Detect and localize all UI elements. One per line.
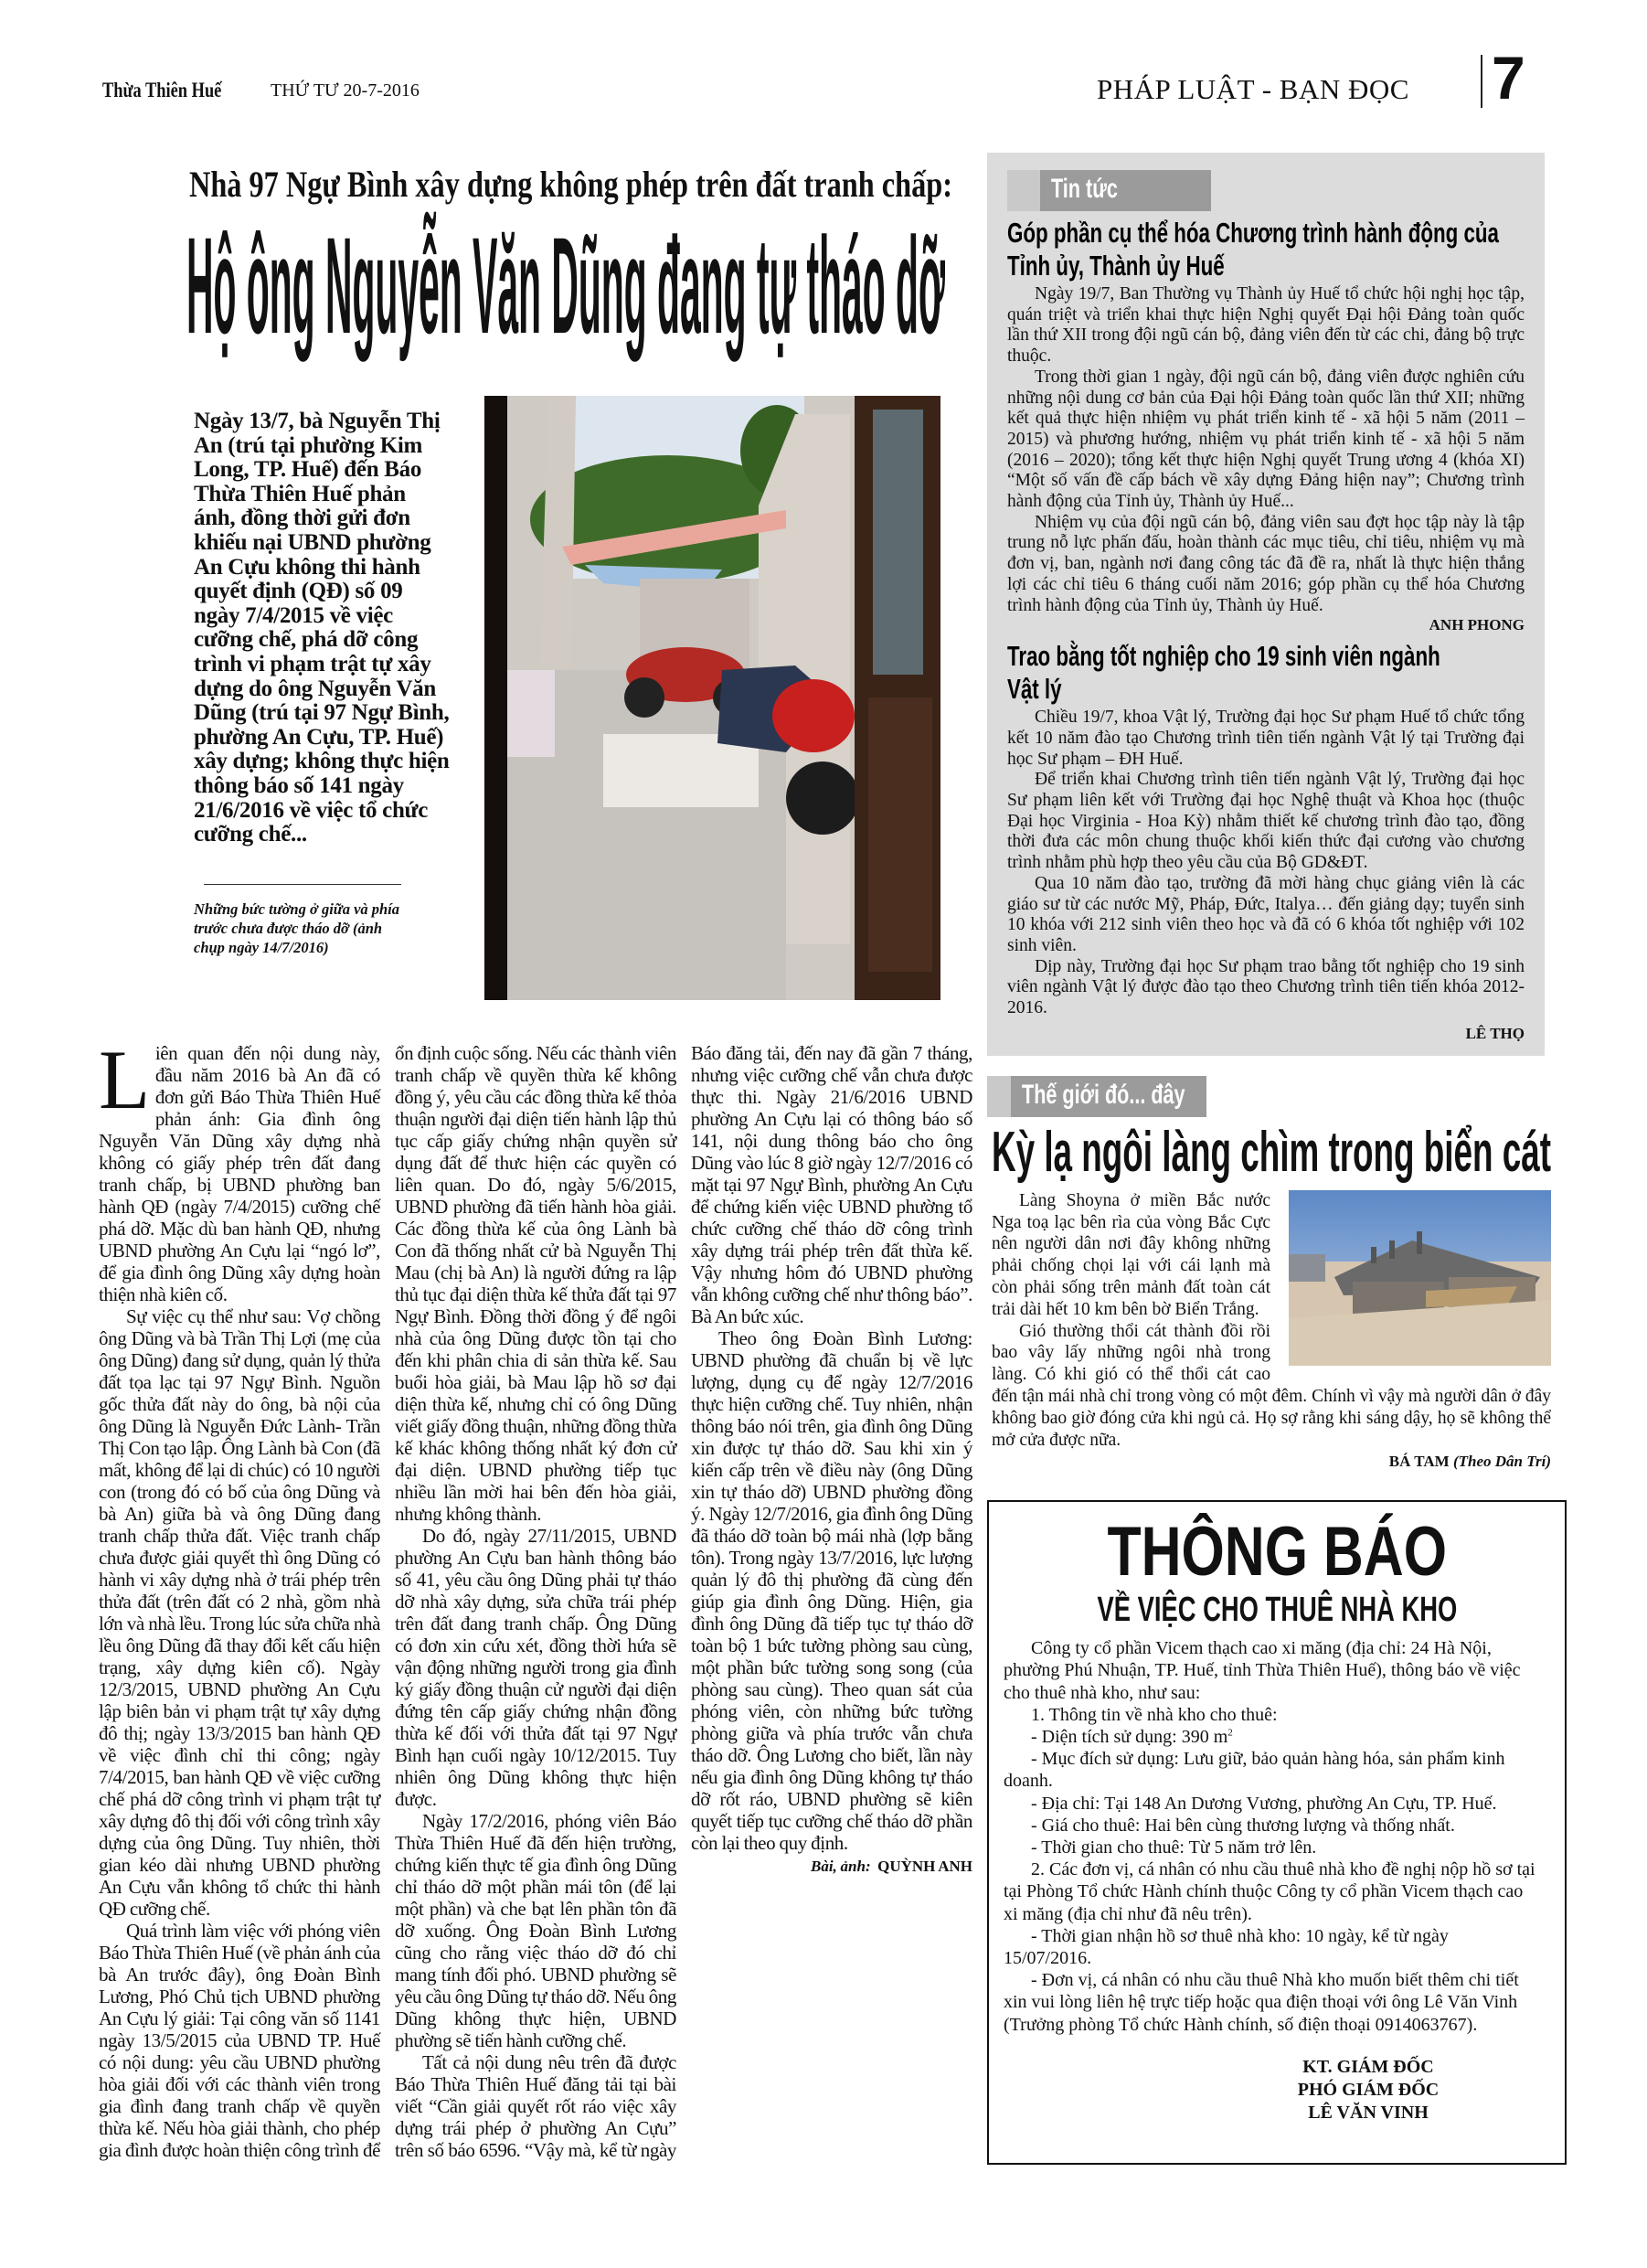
story2-title-text: Trao bằng tốt nghiệp cho 19 sinh viên ngành Vật lý xyxy=(1007,640,1440,706)
article-byline xyxy=(691,1856,972,1878)
notice-body xyxy=(1004,1637,1538,2036)
rental-notice xyxy=(987,1500,1567,2165)
notice-purpose: - Mục đích sử dụng: Lưu giữ, bảo quản hàng hóa, sản phẩm kinh doanh. xyxy=(1004,1749,1505,1792)
news-story2-title xyxy=(1007,640,1525,706)
story1-paragraph: Trong thời gian 1 ngày, đội ngũ cán bộ, đảng viên được nghiên cứu những nội dung cơ bản của Đại hội Đảng toàn quốc lần thứ XII; những kết quả thực hiện nhiệm vụ phát triển kinh tế - xã hội 5 năm (2011 – 2015) và phương hướng, nhiệm vụ phát triển kinh tế - xã hội 5 năm (2016 – 2020); tổng kết thực hiện Nghị quyết Trung ương 4 (khóa XI) “Một số vấn đề cấp bách về xây dựng Đảng hiện nay”; Chương trình hành động của Tỉnh ủy, Thành ủy Huế... xyxy=(1007,367,1525,512)
article-body xyxy=(99,1033,972,2176)
notice-area-sup: 2 xyxy=(1227,1727,1233,1739)
news-story1-title xyxy=(1007,217,1525,282)
article-headline xyxy=(186,208,945,362)
story2-paragraph: Chiều 19/7, khoa Vật lý, Trường đại học Sư phạm Huế tổ chức tổng kết 10 năm đào tạo Chương trình tiên tiến ngành Vật lý tại Trường đại học Sư phạm – ĐH Huế. xyxy=(1007,708,1525,769)
tab-accent xyxy=(1007,170,1040,211)
notice-subtitle xyxy=(1004,1592,1550,1628)
notice-intro: Công ty cổ phần Vicem thạch cao xi măng (địa chỉ: 24 Hà Nội, phường Phú Nhuận, TP. Huế, tỉnh Thừa Thiên Huế), thông báo về việc cho thuê nhà kho, như sau: xyxy=(1004,1638,1521,1703)
photo-caption: Những bức tường ở giữa và phía trước chưa được tháo dỡ (ảnh chụp ngày 14/7/2016) xyxy=(194,900,400,956)
caption-divider xyxy=(204,884,401,885)
notice-area-text: - Diện tích sử dụng: 390 m xyxy=(1031,1726,1228,1747)
notice-subtitle-text: VỀ VIỆC CHO THUÊ NHÀ KHO xyxy=(1097,1591,1457,1630)
article-kicker xyxy=(189,163,952,203)
notice-title xyxy=(1004,1513,1550,1592)
world-paragraph: Gió thường thổi cát thành đồi rồi bao vây lấy những ngôi nhà trong làng. Có khi gió có thể thổi cát cao đến tận mái nhà chỉ trong vòng có một đêm. Chính vì vậy mà người dân ở đây không bao giờ đóng cửa khi ngủ cả. Họ sợ rằng khi sáng dậy, họ sẽ không thể mở cửa được nữa. xyxy=(992,1321,1551,1450)
news-tab-label: Tin tức xyxy=(1051,174,1118,204)
section-name: PHÁP LUẬT - BẠN ĐỌC xyxy=(1097,73,1409,105)
world-title xyxy=(992,1120,1551,1184)
notice-duration: - Thời gian cho thuê: Từ 5 năm trở lên. xyxy=(1031,1837,1317,1858)
news-story2-body xyxy=(1007,708,1525,1019)
newspaper-name: Thừa Thiên Huế xyxy=(102,79,222,101)
story1-paragraph: Ngày 19/7, Ban Thường vụ Thành ủy Huế tổ chức hội nghị học tập, quán triệt và triển khai thực hiện Nghị quyết Đại hội Đảng toàn quốc lần thứ XII trong đội ngũ cán bộ, đảng viên đến từ các chi, đảng bộ trực thuộc. xyxy=(1007,284,1525,367)
header-divider xyxy=(1481,55,1482,108)
story1-author: ANH PHONG xyxy=(1429,616,1525,634)
right-column xyxy=(987,153,1569,2165)
world-source: (Theo Dân Trí) xyxy=(1452,1453,1551,1471)
courtyard-photo-image xyxy=(484,396,940,1000)
world-author-name: BÁ TAM xyxy=(1388,1453,1450,1471)
world-body xyxy=(992,1190,1551,1473)
world-paragraph: Làng Shoyna ở miền Bắc nước Nga toạ lạc bên rìa của vòng Bắc Cực nên người dân nơi đây không những phải chống chọi lại với cái lạnh mà còn phải sống trên mảnh đất toàn cát trải dài hết 10 km bên bờ Biển Trắng. xyxy=(992,1190,1270,1319)
issue-date: THỨ TƯ 20-7-2016 xyxy=(271,80,420,101)
byline-name: QUỲNH ANH xyxy=(877,1858,972,1875)
article-paragraph: Ngày 17/2/2016, phóng viên Báo Thừa Thiên Huế đã đến hiện trường, chứng kiến thực tế gia đình ông Dũng chỉ tháo dỡ một phần mái tôn (để lại một phần) và che bạt lên phần tôn đã dỡ xuống. Ông Đoàn Bình Lương cũng cho rằng việc tháo dỡ đó chỉ mang tính đối phó. UBND phường sẽ yêu cầu ông Dũng tự tháo dỡ. Nếu ông Dũng không thực hiện, UBND phường sẽ tiến hành cưỡng chế. xyxy=(395,1810,676,2051)
byline-label: Bài, ảnh: xyxy=(810,1858,871,1875)
article-paragraph: Tất cả nội dung nêu trên đã được Báo Thừa Thiên Huế đăng tải tại bài viết “Cần giải quyết rốt ráo việc xây dựng trái phép ở phường An Cựu” trên số báo 6596. “Vậy mà, kể từ ngày Báo đăng tải, đến nay đã gần 7 tháng, nhưng việc cưỡng chế vẫn chưa được thực thi. Ngày 21/6/2016 UBND phường An Cựu lại có thông báo số 141, nội dung thông báo cho ông Dũng vào lúc 8 giờ ngày 12/7/2016 có mặt tại 97 Ngự Bình, phường An Cựu để chứng kiến việc UBND phường tổ chức cưỡng chế tháo dỡ công trình xây dựng trái phép trên đất thừa kế. Vậy nhưng hôm đó UBND phường vẫn không cưỡng chế như thông báo”. Bà An bức xúc. xyxy=(395,1042,972,2161)
signature-line: KT. GIÁM ĐỐC xyxy=(1302,2056,1434,2077)
lead-column xyxy=(194,410,450,957)
news-story1-body xyxy=(1007,284,1525,616)
news-box xyxy=(987,153,1545,1056)
story2-paragraph: Qua 10 năm đào tạo, trường đã mời hàng chục giảng viên là các giáo sư từ các nước Mỹ, Pháp, Đức, Italya… đến giảng dạy; tuyển sinh 10 khóa với 212 sinh viên theo học và đã có 6 khóa tốt nghiệp với 102 sinh viên. xyxy=(1007,873,1525,955)
story1-title-text: Góp phần cụ thể hóa Chương trình hành động của Tỉnh ủy, Thành ủy Huế xyxy=(1007,217,1499,282)
article-paragraph: Theo ông Đoàn Bình Lương: UBND phường đã chuẩn bị về lực lượng, dụng cụ để ngày 12/7/2016 thực hiện cưỡng chế. Tuy nhiên, nhận thông báo nói trên, gia đình ông Dũng xin được tự tháo dỡ. Sau khi xin ý kiến cấp trên về điều này (ông Dũng xin tự tháo dỡ) UBND phường đồng ý. Ngày 12/7/2016, gia đình ông Dũng đã tháo dỡ toàn bộ mái nhà (lợp bằng tôn). Trong ngày 13/7/2016, lực lượng quản lý đô thị phường đã cùng đến giúp gia đình ông Dũng. Hiện, gia đình ông Dũng đã tiếp tục tự tháo dỡ toàn bộ 1 bức tường phòng sau cùng, một phần bức tường song song (của phòng sau cùng). Theo quan sát của phóng viên, còn những bức tường phòng giữa và phía trước vẫn chưa tháo dỡ. Ông Lương cho biết, lần này nếu gia đình ông Dũng không tự tháo dỡ rốt ráo, UBND phường sẽ kiên quyết tiếp tục cưỡng chế tháo dỡ phần còn lại theo quy định. xyxy=(691,1327,972,1854)
story2-paragraph: Dịp này, Trường đại học Sư phạm trao bằng tốt nghiệp cho 19 sinh viên ngành Vật lý được đào tạo theo Chương trình tiên tiến khóa 2012-2016. xyxy=(1007,956,1525,1018)
article-paragraph: Quá trình làm việc với phóng viên Báo Thừa Thiên Huế (về phản ánh của bà An trước đây), ông Đoàn Bình Lương, Phó Chủ tịch UBND phường An Cựu lý giải: Tại công văn số 1141 ngày 13/5/2015 của UBND TP. Huế có nội dung: yêu cầu UBND phường hòa giải đối với các thành viên trong gia đình đang tranh chấp về quyền thừa kế. Nếu hòa giải thành, cho phép gia đình được hoàn thiện công trình để ổn định cuộc sống. Nếu các thành viên tranh chấp về quyền thừa kế không đồng ý, yêu cầu các đồng thừa kế thỏa thuận người đại diện tiến hành lập thủ tục cấp giấy chứng nhận quyền sử dụng đất để thưc hiện các quyền có liên quan. Do đó, ngày 5/6/2015, UBND phường đã tiến hành hòa giải. Các đồng thừa kế của ông Lành bà Con đã thống nhất cử bà Nguyễn Thị Mau (chị bà An) là người đứng ra lập thủ tục đại diện thừa kế thửa đất tại 97 Ngự Bình. Đồng thời đồng ý để ngôi nhà của ông Dũng được tồn tại cho đến khi phân chia di sản thừa kế. Sau buổi hòa giải, bà Mau lập hồ sơ đại diện thừa kế, nhưng chỉ có ông Dũng viết giấy đồng thuận, những đồng thừa kế khác không thống nhất ký đơn cử đại diện. UBND phường tiếp tục nhiều lần mời hai bên đến hòa giải, nhưng không thành. xyxy=(99,1042,676,2161)
notice-title-text: THÔNG BÁO xyxy=(1107,1513,1447,1592)
story2-author: LÊ THỌ xyxy=(1465,1024,1525,1042)
page-number: 7 xyxy=(1492,44,1525,112)
world-section-tab xyxy=(987,1076,1206,1117)
world-tab-label: Thế giới đó... đây xyxy=(1022,1079,1185,1110)
sand-village-image xyxy=(1289,1190,1551,1366)
story2-paragraph: Để triển khai Chương trình tiên tiến ngành Vật lý, Trường đại học Sư phạm liên kết với Trường đại học Nghệ thuật và Khoa học (thuộc Đại học Virginia - Hoa Kỳ) nhằm thiết kế chương trình đào tạo, đồng thời đưa các môn chung thuộc khối kiến thức đại cương vào chương trình nhằm phù hợp theo yêu cầu của Bộ GD&ĐT. xyxy=(1007,770,1525,873)
notice-item1-heading: 1. Thông tin về nhà kho cho thuê: xyxy=(1031,1704,1278,1725)
world-author xyxy=(992,1451,1551,1473)
story1-paragraph: Nhiệm vụ của đội ngũ cán bộ, đảng viên sau đợt học tập này là tập trung nỗ lực phấn đấu, hoàn thành các mục tiêu, chỉ tiêu, nhiệm vụ mà đơn vị, ban, ngành nơi đang công tác đã đề ra, nhất là thực hiện thắng lợi các chỉ tiêu 6 tháng cuối năm 2016; góp phần cụ thể hóa Chương trình hành động của Tỉnh ủy, Thành ủy Huế. xyxy=(1007,512,1525,615)
signature-line: PHÓ GIÁM ĐỐC xyxy=(1297,2079,1440,2100)
world-title-text: Kỳ lạ ngôi làng chìm trong biển cát xyxy=(992,1120,1551,1184)
kicker-text: Nhà 97 Ngự Bình xây dựng không phép trên đất tranh chấp: xyxy=(189,164,952,205)
notice-contact: - Đơn vị, cá nhân có nhu cầu thuê Nhà kho muốn biết thêm chi tiết xin vui lòng liên hệ trực tiếp hoặc qua điện thoại với ông Lê Văn Vinh (Trưởng phòng Tổ chức Hành chính, số điện thoại 0914063767). xyxy=(1004,1970,1519,2035)
notice-signature xyxy=(1263,2056,1473,2124)
notice-item2: 2. Các đơn vị, cá nhân có nhu cầu thuê nhà kho đề nghị nộp hồ sơ tại tại Phòng Tổ chức Hành chính thuộc Công ty cổ phần Vicem thạch cao xi măng (địa chỉ như đã nêu trên). xyxy=(1004,1859,1535,1924)
news-section-tab xyxy=(1007,170,1211,211)
article-photo-courtyard xyxy=(484,396,940,1000)
article-paragraph: Liên quan đến nội dung này, đầu năm 2016 bà An đã có đơn gửi Báo Thừa Thiên Huế phản ánh: Gia đình ông Nguyễn Văn Dũng xây dựng nhà không có giấy phép trên đất đang tranh chấp, bị UBND phường ban hành QĐ (ngày 7/4/2015) cưỡng chế phá dỡ. Mặc dù ban hành QĐ, nhưng UBND phường An Cựu lại “ngó lơ”, để gia đình ông Dũng xây dựng hoàn thiện nhà kiên cố. xyxy=(99,1033,380,1305)
notice-area xyxy=(1004,1726,1538,1748)
tab-accent xyxy=(987,1076,1011,1117)
signature-name: LÊ VĂN VINH xyxy=(1308,2102,1429,2123)
headline-text: Hộ ông Nguyễn Văn Dũng đang tự tháo dỡ xyxy=(186,208,945,362)
sand-village-photo xyxy=(1289,1190,1551,1366)
article-lead: Ngày 13/7, bà Nguyễn Thị An (trú tại phường Kim Long, TP. Huế) đến Báo Thừa Thiên Huế phản ánh, đồng thời gửi đơn khiếu nại UBND phường An Cựu không thi hành quyết định (QĐ) số 09 ngày 7/4/2015 về việc cưỡng chế, phá dỡ công trình vi phạm trật tự xây dựng do ông Nguyễn Văn Dũng (trú tại 97 Ngự Bình, phường An Cựu, TP. Huế) xây dựng; không thực hiện thông báo số 141 ngày 21/6/2016 về việc tổ chức cưỡng chế... xyxy=(194,409,450,847)
article-paragraph: Do đó, ngày 27/11/2015, UBND phường An Cựu ban hành thông báo số 41, yêu cầu ông Dũng phải tự tháo dỡ nhà xây dựng, sửa chữa trái phép trên đất đang tranh chấp. Ông Dũng có đơn xin cứu xét, đồng thời hứa sẽ vận động những người trong gia đình ký giấy đồng thuận cử người đại diện đứng tên cấp giấy chứng nhận đồng thừa kế đối với thửa đất tại 97 Ngự Bình hạn cuối ngày 10/12/2015. Tuy nhiên ông Dũng không thực hiện được. xyxy=(395,1525,676,1810)
notice-deadline: - Thời gian nhận hồ sơ thuê nhà kho: 10 ngày, kể từ ngày 15/07/2016. xyxy=(1004,1925,1449,1968)
notice-address: - Địa chỉ: Tại 148 An Dương Vương, phường An Cựu, TP. Huế. xyxy=(1031,1793,1497,1814)
article-paragraph: Sự việc cụ thể như sau: Vợ chồng ông Dũng và bà Trần Thị Lợi (mẹ của ông Dũng) đang sử dụng, quản lý thửa đất tọa lạc tại 97 Ngự Bình. Nguồn gốc thửa đất này do ông, bà nội của ông Dũng là Nguyễn Đức Lành- Trần Thị Con tạo lập. Ông Lành bà Con (đã mất, không để lại di chúc) có 10 người con (trong đó có bố của ông Dũng và bà An) giữa bà và ông Dũng đang tranh chấp thửa đất. Việc tranh chấp chưa được giải quyết thì ông Dũng có hành vi xây dựng nhà ở trái phép trên thửa đất (trên đất có 2 nhà, gồm nhà lớn và nhà lều. Trong lúc sửa chữa nhà lều ông Dũng đã thay đổi kết cấu hiện trạng, xây dựng kiên cố). Ngày 12/3/2015, UBND phường An Cựu lập biên bản vi phạm trật tự xây dựng đô thị; ngày 13/3/2015 ban hành QĐ về việc đình chỉ thi công; ngày 7/4/2015, ban hành QĐ về việc cưỡng chế phá dỡ công trình vi phạm trật tự xây dựng đô thị đối với công trình xây dựng của ông Dũng. Tuy nhiên, thời gian kéo dài nhưng UBND phường An Cựu vẫn không tổ chức thi hành QĐ cưỡng chế. xyxy=(99,1305,380,1920)
notice-price: - Giá cho thuê: Hai bên cùng thương lượng và thống nhất. xyxy=(1031,1815,1455,1836)
